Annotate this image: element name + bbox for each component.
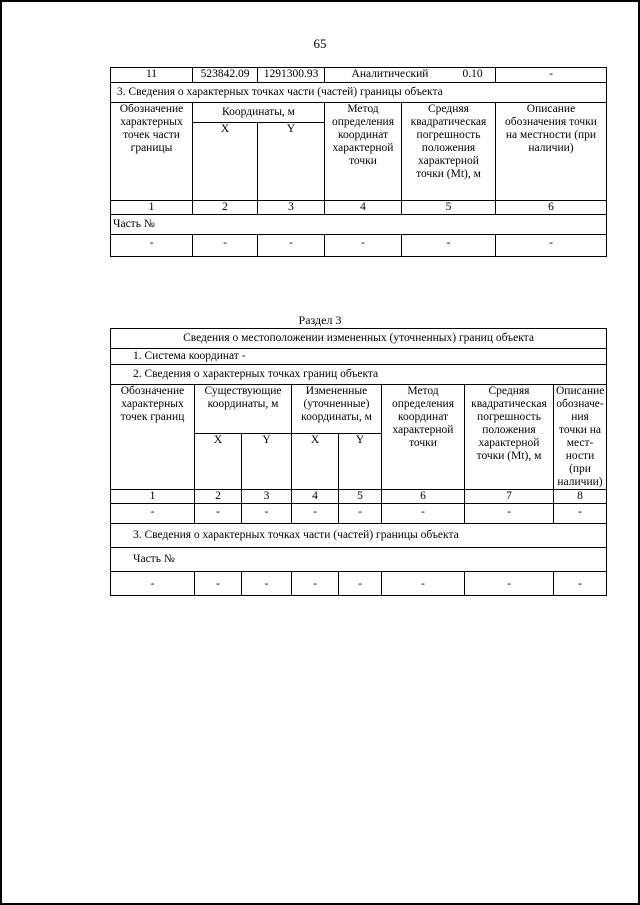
x-coordinate-cell: 523842.09 — [193, 68, 258, 83]
column-number: 6 — [496, 201, 607, 215]
table-title: Сведения о местоположении измененных (уточненных) границ объекта — [111, 329, 607, 349]
column-number: 3 — [242, 490, 292, 504]
empty-cell: - — [258, 235, 325, 257]
part-label: Часть № — [111, 548, 607, 572]
empty-cell: - — [382, 572, 465, 596]
table-row — [111, 235, 607, 257]
point-number-cell: 11 — [111, 68, 193, 83]
empty-cell: - — [111, 235, 193, 257]
header-designation: Обозначение характерных точек части границы — [111, 103, 193, 201]
header-y: Y — [339, 434, 382, 490]
header-method: Метод определения координат характерной точки — [325, 103, 402, 201]
column-number: 2 — [195, 490, 242, 504]
table-row — [111, 365, 607, 385]
table-row — [111, 329, 607, 349]
table-row — [111, 349, 607, 365]
column-number: 1 — [111, 201, 193, 215]
empty-cell: - — [339, 572, 382, 596]
coordinate-system: 1. Система координат - — [111, 349, 607, 365]
header-y: Y — [258, 123, 325, 201]
column-number: 2 — [193, 201, 258, 215]
column-number: 3 — [258, 201, 325, 215]
table-row — [111, 215, 607, 235]
header-error: Средняя квадратическая погрешность положения характерной точки (Mt), м — [402, 103, 496, 201]
table-row — [111, 83, 607, 103]
empty-cell: - — [325, 235, 402, 257]
section-heading: 2. Сведения о характерных точках границ объекта — [111, 365, 607, 385]
empty-cell: - — [339, 504, 382, 524]
column-number: 5 — [339, 490, 382, 504]
column-number: 6 — [382, 490, 465, 504]
header-description: Описание обозначения точки на местности (при наличии) — [496, 103, 607, 201]
empty-cell: - — [496, 235, 607, 257]
empty-cell: - — [465, 572, 554, 596]
empty-cell: - — [195, 572, 242, 596]
description-cell: - — [496, 68, 607, 83]
empty-cell: - — [465, 504, 554, 524]
table-row — [111, 572, 607, 596]
changed-boundaries-table — [110, 328, 607, 596]
empty-cell: - — [402, 235, 496, 257]
header-row — [111, 385, 607, 434]
header-x: X — [292, 434, 339, 490]
empty-cell: - — [193, 235, 258, 257]
empty-cell: - — [554, 504, 607, 524]
column-number: 5 — [402, 201, 496, 215]
empty-cell: - — [292, 572, 339, 596]
header-existing-coordinates: Существующие координаты, м — [195, 385, 292, 434]
table-row — [111, 68, 607, 83]
section-title: Раздел 3 — [298, 313, 342, 327]
column-number: 7 — [465, 490, 554, 504]
empty-cell: - — [382, 504, 465, 524]
table-row — [111, 548, 607, 572]
part-boundary-points-table — [110, 67, 607, 257]
column-number-row — [111, 201, 607, 215]
header-error: Средняя квадратическая погрешность положения характерной точки (Mt), м — [465, 385, 554, 490]
header-y: Y — [242, 434, 292, 490]
empty-cell: - — [111, 572, 195, 596]
column-number: 4 — [292, 490, 339, 504]
column-number: 1 — [111, 490, 195, 504]
header-coordinates: Координаты, м — [193, 103, 325, 123]
section-heading: 3. Сведения о характерных точках части (частей) границы объекта — [111, 524, 607, 548]
table-row — [111, 524, 607, 548]
empty-cell: - — [242, 504, 292, 524]
page-number: 65 — [313, 36, 327, 51]
header-designation: Обозначение характерных точек границ — [111, 385, 195, 490]
header-x: X — [193, 123, 258, 201]
empty-cell: - — [554, 572, 607, 596]
table-row — [111, 504, 607, 524]
header-changed-coordinates: Измененные (уточненные) координаты, м — [292, 385, 382, 434]
y-coordinate-cell: 1291300.93 — [258, 68, 325, 83]
method-cell: Аналитический 0.10 — [325, 68, 496, 83]
column-number: 8 — [554, 490, 607, 504]
empty-cell: - — [292, 504, 339, 524]
empty-cell: - — [195, 504, 242, 524]
column-number-row — [111, 490, 607, 504]
section-heading: 3. Сведения о характерных точках части (частей) границы объекта — [111, 83, 607, 103]
empty-cell: - — [242, 572, 292, 596]
header-x: X — [195, 434, 242, 490]
empty-cell: - — [111, 504, 195, 524]
part-label: Часть № — [111, 215, 607, 235]
header-method: Метод определения координат характерной точки — [382, 385, 465, 490]
column-number: 4 — [325, 201, 402, 215]
header-row — [111, 103, 607, 123]
header-description: Описание обозначе-ния точки на мест-ности (при наличии) — [554, 385, 607, 490]
